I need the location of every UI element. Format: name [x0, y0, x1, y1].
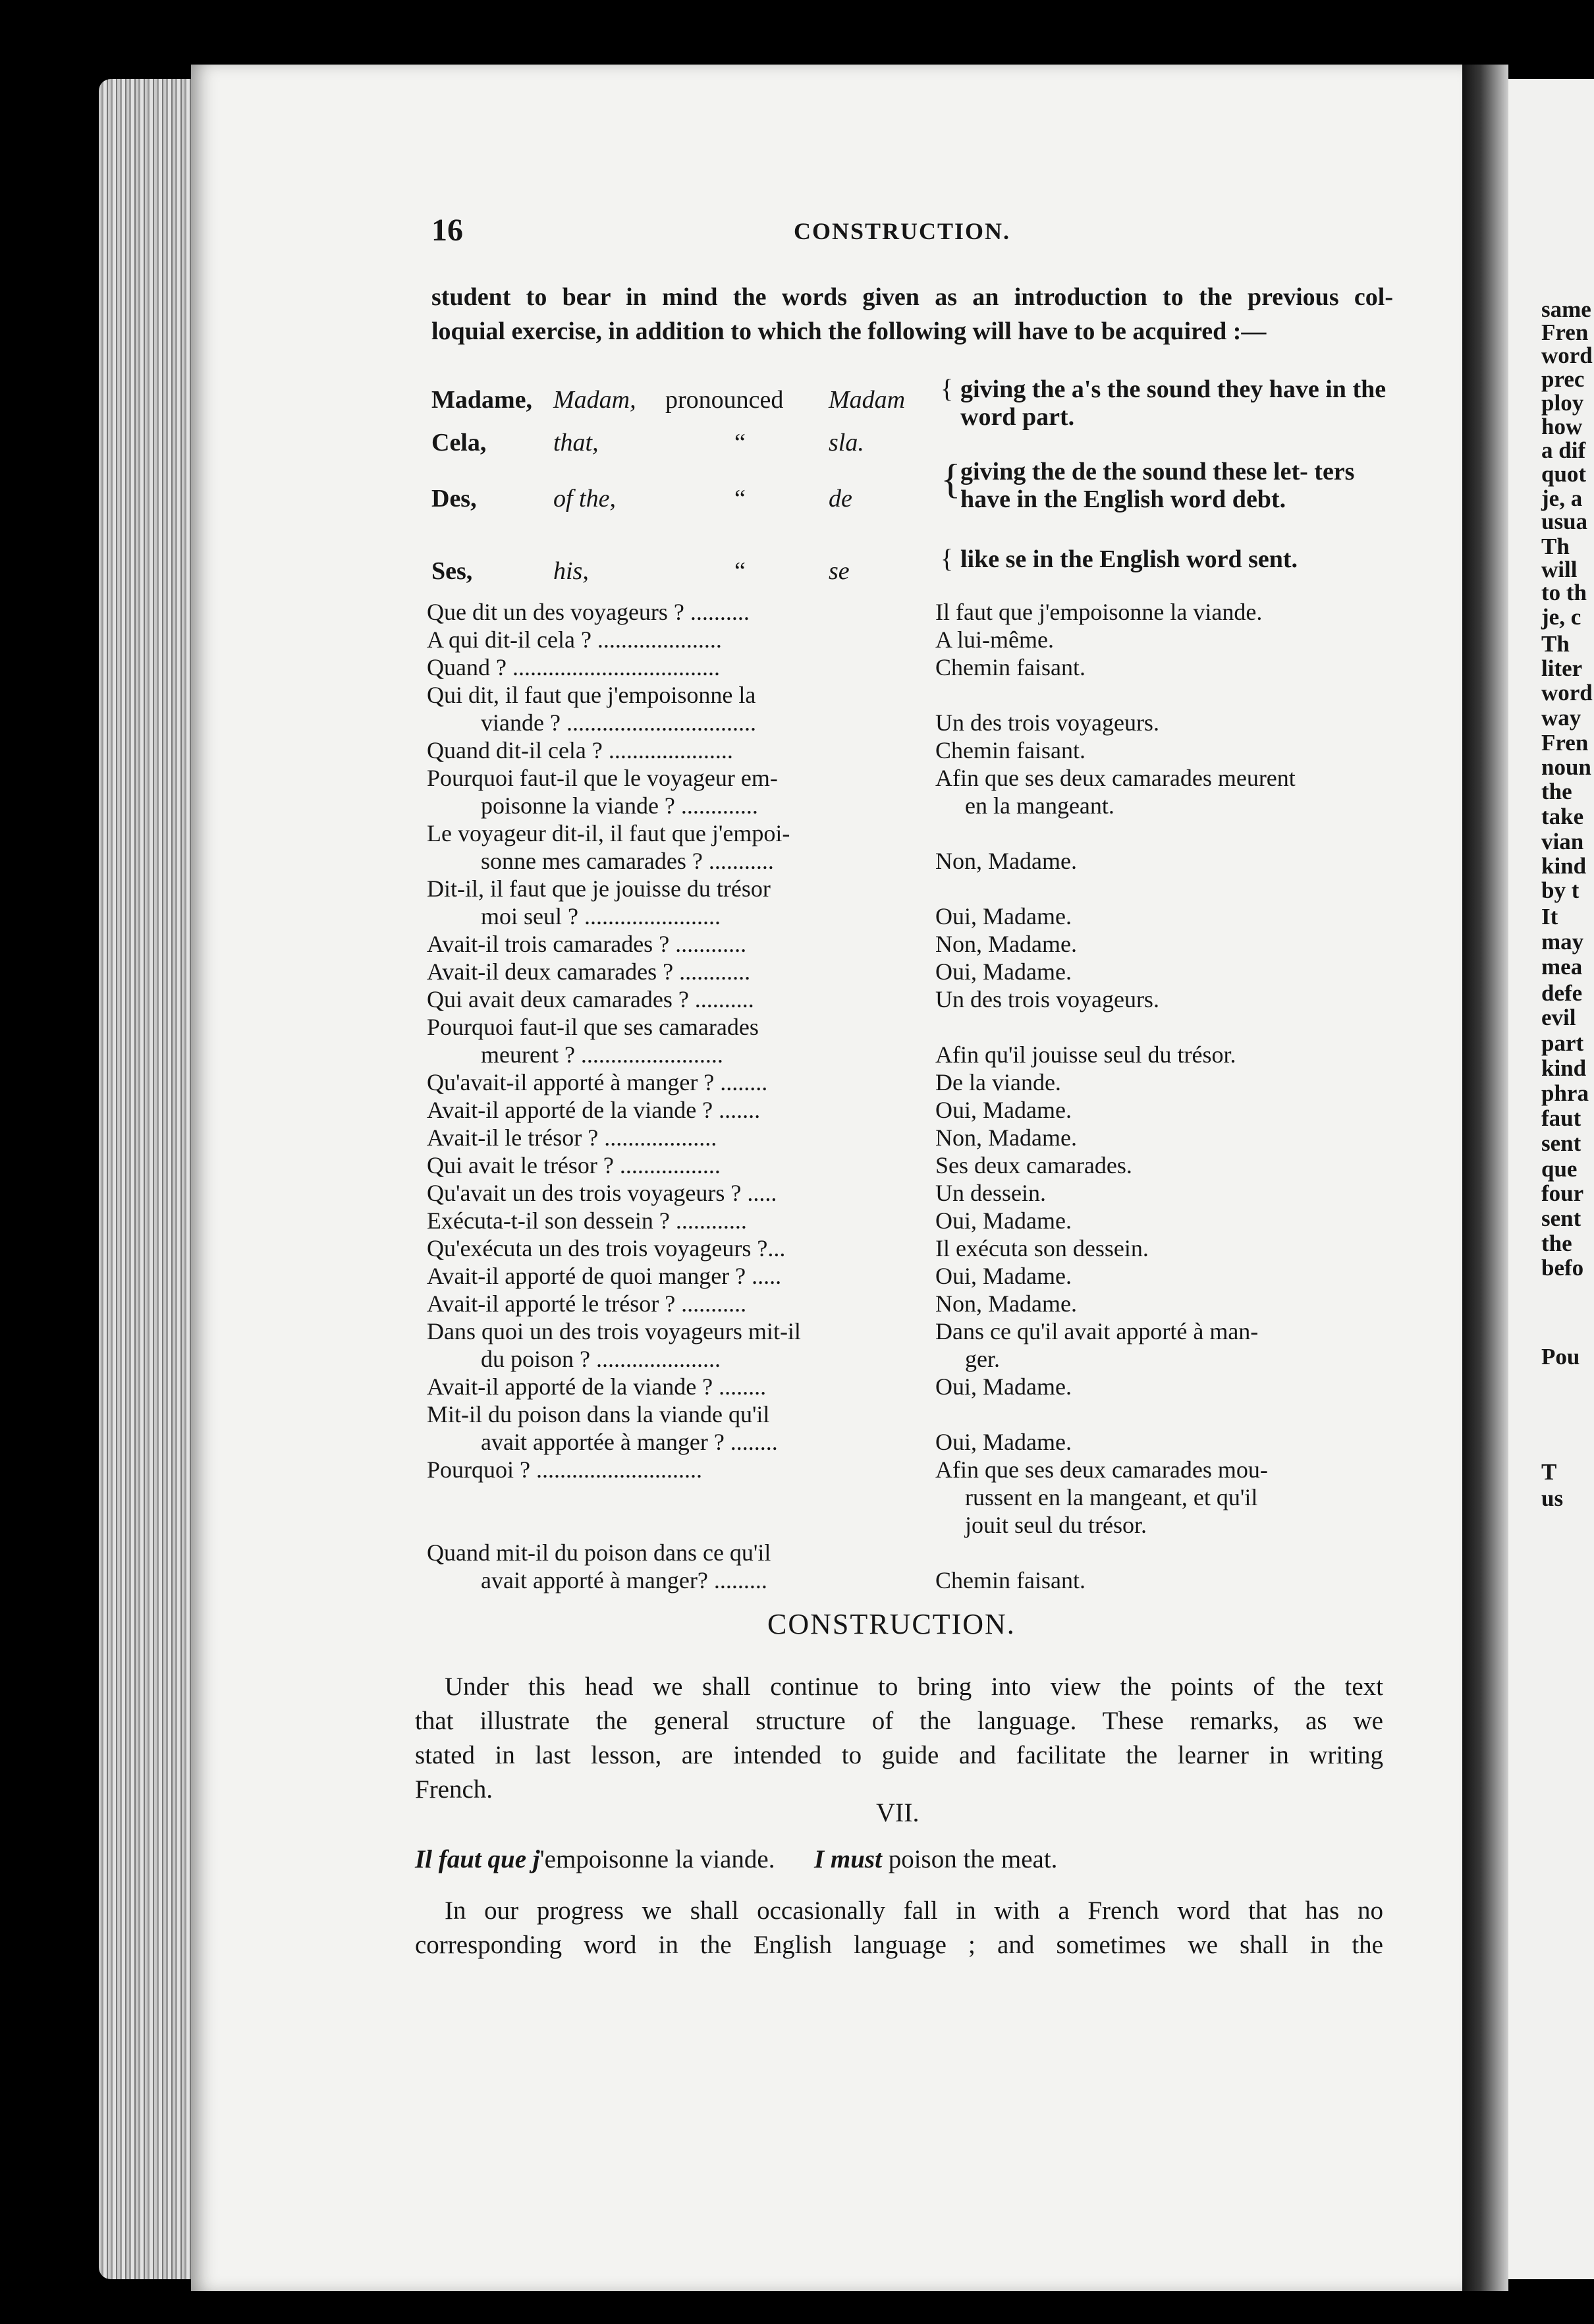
facing-page-fragment: phra — [1541, 1080, 1589, 1106]
question-line: moi seul ? ....................... — [481, 903, 721, 929]
answer-line: Dans ce qu'il avait apporté à man- — [935, 1318, 1259, 1344]
facing-page-fragment: the — [1541, 1231, 1572, 1256]
pron-pronounced: pronounced — [665, 386, 784, 414]
intro-line: student to bear in mind the words given as an introduction to the previous col- — [431, 283, 1393, 311]
facing-page-fragment: Th — [1541, 534, 1570, 559]
question-line: viande ? ................................ — [481, 709, 756, 736]
question-line: avait apporté à manger? ......... — [481, 1567, 767, 1593]
pron-sound: se — [829, 557, 850, 585]
question-line: avait apportée à manger ? ........ — [481, 1429, 778, 1455]
answer-line: russent en la mangeant, et qu'il — [965, 1484, 1258, 1510]
facing-page-fragment: liter — [1541, 655, 1583, 681]
facing-page-fragment: It — [1541, 904, 1558, 929]
answer-line: en la mangeant. — [965, 792, 1114, 819]
answer-line: Oui, Madame. — [935, 1207, 1072, 1234]
question-line: Qui dit, il faut que j'empoisonne la — [427, 682, 756, 708]
facing-page-fragment: je, c — [1541, 604, 1581, 630]
question-line: Qu'avait-il apporté à manger ? ........ — [427, 1069, 768, 1095]
facing-page-fragment: Fren — [1541, 730, 1589, 756]
facing-page-fragment: noun — [1541, 754, 1591, 780]
facing-page-fragment: faut — [1541, 1105, 1581, 1131]
facing-page-fragment: mea — [1541, 954, 1583, 980]
paragraph-line: corresponding word in the English language ; and sometimes we shall in the — [415, 1931, 1383, 1959]
answer-line: Non, Madame. — [935, 1290, 1077, 1317]
facing-page-fragment: to th — [1541, 580, 1587, 605]
question-line: Dans quoi un des trois voyageurs mit-il — [427, 1318, 801, 1344]
facing-page-fragment: word — [1541, 343, 1593, 368]
facing-page-fragment: quot — [1541, 461, 1587, 487]
pron-french: Des, — [431, 485, 477, 512]
question-line: Pourquoi ? ............................ — [427, 1456, 702, 1483]
answer-line: Chemin faisant. — [935, 1567, 1086, 1593]
question-line: sonne mes camarades ? ........... — [481, 848, 774, 874]
closing-paragraph — [415, 1894, 1383, 1962]
question-line: Exécuta-t-il son dessein ? ............ — [427, 1207, 747, 1234]
answer-line: Il exécuta son dessein. — [935, 1235, 1149, 1261]
pron-note: like se in the English word sent. — [960, 545, 1298, 573]
question-line: Avait-il deux camarades ? ............ — [427, 958, 751, 985]
facing-page-fragment: que — [1541, 1156, 1578, 1182]
facing-page-fragment: vian — [1541, 829, 1584, 854]
pron-note: giving the a's the sound they have in the word part. — [960, 375, 1387, 431]
facing-page-fragment: word — [1541, 680, 1593, 706]
answer-line: Oui, Madame. — [935, 1097, 1072, 1123]
example-french-italic: Il faut que j — [415, 1845, 540, 1873]
example-sentence — [415, 1844, 1057, 1874]
pron-ditto: “ — [734, 557, 746, 585]
pron-note: giving the de the sound these let- ters have in the English word debt. — [960, 458, 1355, 513]
pron-sound: de — [829, 485, 852, 512]
answer-line: Un des trois voyageurs. — [935, 709, 1159, 736]
facing-page-fragment: T — [1541, 1459, 1557, 1485]
answer-line: Chemin faisant. — [935, 737, 1086, 763]
answer-line: Non, Madame. — [935, 848, 1077, 874]
question-line: Pourquoi faut-il que le voyageur em- — [427, 765, 778, 791]
answer-line: Afin qu'il jouisse seul du trésor. — [935, 1041, 1236, 1068]
question-line: Quand ? ................................... — [427, 654, 720, 680]
facing-page-fragment: ploy — [1541, 390, 1584, 416]
facing-page-fragment: Fren — [1541, 319, 1589, 345]
pron-english: his, — [553, 557, 589, 585]
answer-line: Non, Madame. — [935, 1124, 1077, 1151]
pron-french: Cela, — [431, 429, 487, 456]
question-line: Avait-il le trésor ? ................... — [427, 1124, 717, 1151]
brace-glyph: { — [941, 455, 961, 502]
pron-french: Ses, — [431, 557, 473, 585]
facing-page-fragment: prec — [1541, 366, 1585, 392]
question-line: Quand mit-il du poison dans ce qu'il — [427, 1539, 771, 1566]
intro-line: loquial exercise, in addition to which the following will have to be acquired :— — [431, 318, 1267, 345]
facing-page-fragment: a dif — [1541, 437, 1586, 463]
page-stack-edge — [99, 79, 191, 2279]
question-line: Pourquoi faut-il que ses camarades — [427, 1014, 759, 1040]
facing-page-fragment: evil — [1541, 1005, 1576, 1030]
pron-ditto: “ — [734, 485, 746, 512]
answer-line: Il faut que j'empoisonne la viande. — [935, 599, 1263, 625]
paragraph-line: that illustrate the general structure of the language. These remarks, as we — [415, 1707, 1383, 1735]
facing-page-fragment: befo — [1541, 1255, 1584, 1281]
intro-paragraph — [431, 280, 1393, 348]
answer-line: ger. — [965, 1346, 1000, 1372]
answer-line: Oui, Madame. — [935, 1263, 1072, 1289]
facing-page-fragment: take — [1541, 804, 1584, 829]
running-head: CONSTRUCTION. — [794, 218, 1011, 244]
answer-line: Afin que ses deux camarades meurent — [935, 765, 1296, 791]
answer-line: Oui, Madame. — [935, 903, 1072, 929]
brace-glyph: { — [941, 374, 954, 403]
question-line: Avait-il apporté de la viande ? ........ — [427, 1373, 767, 1400]
pron-english: Madam, — [553, 386, 636, 414]
facing-page-fragment: kind — [1541, 1055, 1587, 1081]
answer-line: Non, Madame. — [935, 931, 1077, 957]
question-line: Qu'exécuta un des trois voyageurs ?... — [427, 1235, 786, 1261]
pron-ditto: “ — [734, 429, 746, 456]
answer-line: De la viande. — [935, 1069, 1061, 1095]
facing-page-fragment: way — [1541, 705, 1581, 731]
question-line: Avait-il apporté le trésor ? ........... — [427, 1290, 747, 1317]
answer-line: Oui, Madame. — [935, 1429, 1072, 1455]
question-line: Avait-il apporté de quoi manger ? ..... — [427, 1263, 782, 1289]
facing-page-fragment: usua — [1541, 509, 1588, 534]
paragraph-line: stated in last lesson, are intended to guide and facilitate the learner in writing — [415, 1741, 1383, 1769]
facing-page-fragment: defe — [1541, 980, 1583, 1006]
paragraph-line: Under this head we shall continue to bring into view the points of the text — [445, 1673, 1383, 1701]
question-line: Que dit un des voyageurs ? .......... — [427, 599, 750, 625]
facing-page-fragment: part — [1541, 1030, 1584, 1056]
example-french: 'empoisonne la viande. — [539, 1845, 775, 1873]
question-line: Qui avait deux camarades ? .......... — [427, 986, 754, 1012]
answer-line: A lui-même. — [935, 626, 1054, 653]
question-line: Avait-il trois camarades ? ............ — [427, 931, 747, 957]
brace-glyph: { — [941, 543, 954, 573]
book-gutter — [1462, 65, 1508, 2291]
facing-page-fragment: us — [1541, 1485, 1564, 1511]
facing-page — [1508, 79, 1594, 2279]
facing-page-fragment: the — [1541, 779, 1572, 804]
pron-english: that, — [553, 429, 599, 456]
question-line: Mit-il du poison dans la viande qu'il — [427, 1401, 770, 1427]
example-english-italic: I must — [813, 1845, 882, 1873]
paragraph-line: In our progress we shall occasionally fall in with a French word that has no — [445, 1896, 1383, 1925]
facing-page-fragment: sent — [1541, 1205, 1581, 1231]
section-heading: CONSTRUCTION. — [767, 1608, 1016, 1640]
pron-sound: Madam — [829, 386, 906, 414]
question-line: du poison ? ..................... — [481, 1346, 721, 1372]
pron-english: of the, — [553, 485, 616, 512]
facing-page-fragment: may — [1541, 929, 1584, 954]
facing-page-fragment: same — [1541, 296, 1591, 322]
answer-line: Afin que ses deux camarades mou- — [935, 1456, 1268, 1483]
question-line: Le voyageur dit-il, il faut que j'empoi- — [427, 820, 790, 846]
facing-page-fragment: by t — [1541, 877, 1580, 903]
pron-sound: sla. — [829, 429, 864, 456]
facing-page-fragment: sent — [1541, 1130, 1581, 1156]
question-line: Qu'avait un des trois voyageurs ? ..... — [427, 1180, 777, 1206]
answer-line: Un des trois voyageurs. — [935, 986, 1159, 1012]
question-line: poisonne la viande ? ............. — [481, 792, 758, 819]
question-line: Avait-il apporté de la viande ? ....... — [427, 1097, 761, 1123]
question-line: Quand dit-il cela ? ..................... — [427, 737, 733, 763]
answer-line: Ses deux camarades. — [935, 1152, 1132, 1178]
answer-line: Un dessein. — [935, 1180, 1046, 1206]
facing-page-fragment: kind — [1541, 853, 1587, 879]
answer-line: Chemin faisant. — [935, 654, 1086, 680]
answer-line: jouit seul du trésor. — [965, 1512, 1147, 1538]
facing-page-fragment: je, a — [1541, 485, 1583, 511]
question-line: meurent ? ........................ — [481, 1041, 723, 1068]
example-english: poison the meat. — [881, 1845, 1058, 1873]
construction-paragraph — [415, 1670, 1383, 1807]
facing-page-fragment: Th — [1541, 631, 1570, 657]
section-number: VII. — [876, 1798, 920, 1827]
question-line: Qui avait le trésor ? ................. — [427, 1152, 721, 1178]
question-line: Dit-il, il faut que je jouisse du trésor — [427, 875, 771, 902]
pron-french: Madame, — [431, 386, 533, 414]
paragraph-line: French. — [415, 1775, 493, 1804]
facing-page-fragment: four — [1541, 1180, 1584, 1206]
facing-page-fragment: Pou — [1541, 1344, 1580, 1370]
facing-page-fragment: how — [1541, 414, 1583, 439]
page-number: 16 — [431, 213, 463, 248]
question-line: A qui dit-il cela ? ..................... — [427, 626, 722, 653]
facing-page-fragment: will — [1541, 557, 1578, 582]
answer-line: Oui, Madame. — [935, 1373, 1072, 1400]
answer-line: Oui, Madame. — [935, 958, 1072, 985]
